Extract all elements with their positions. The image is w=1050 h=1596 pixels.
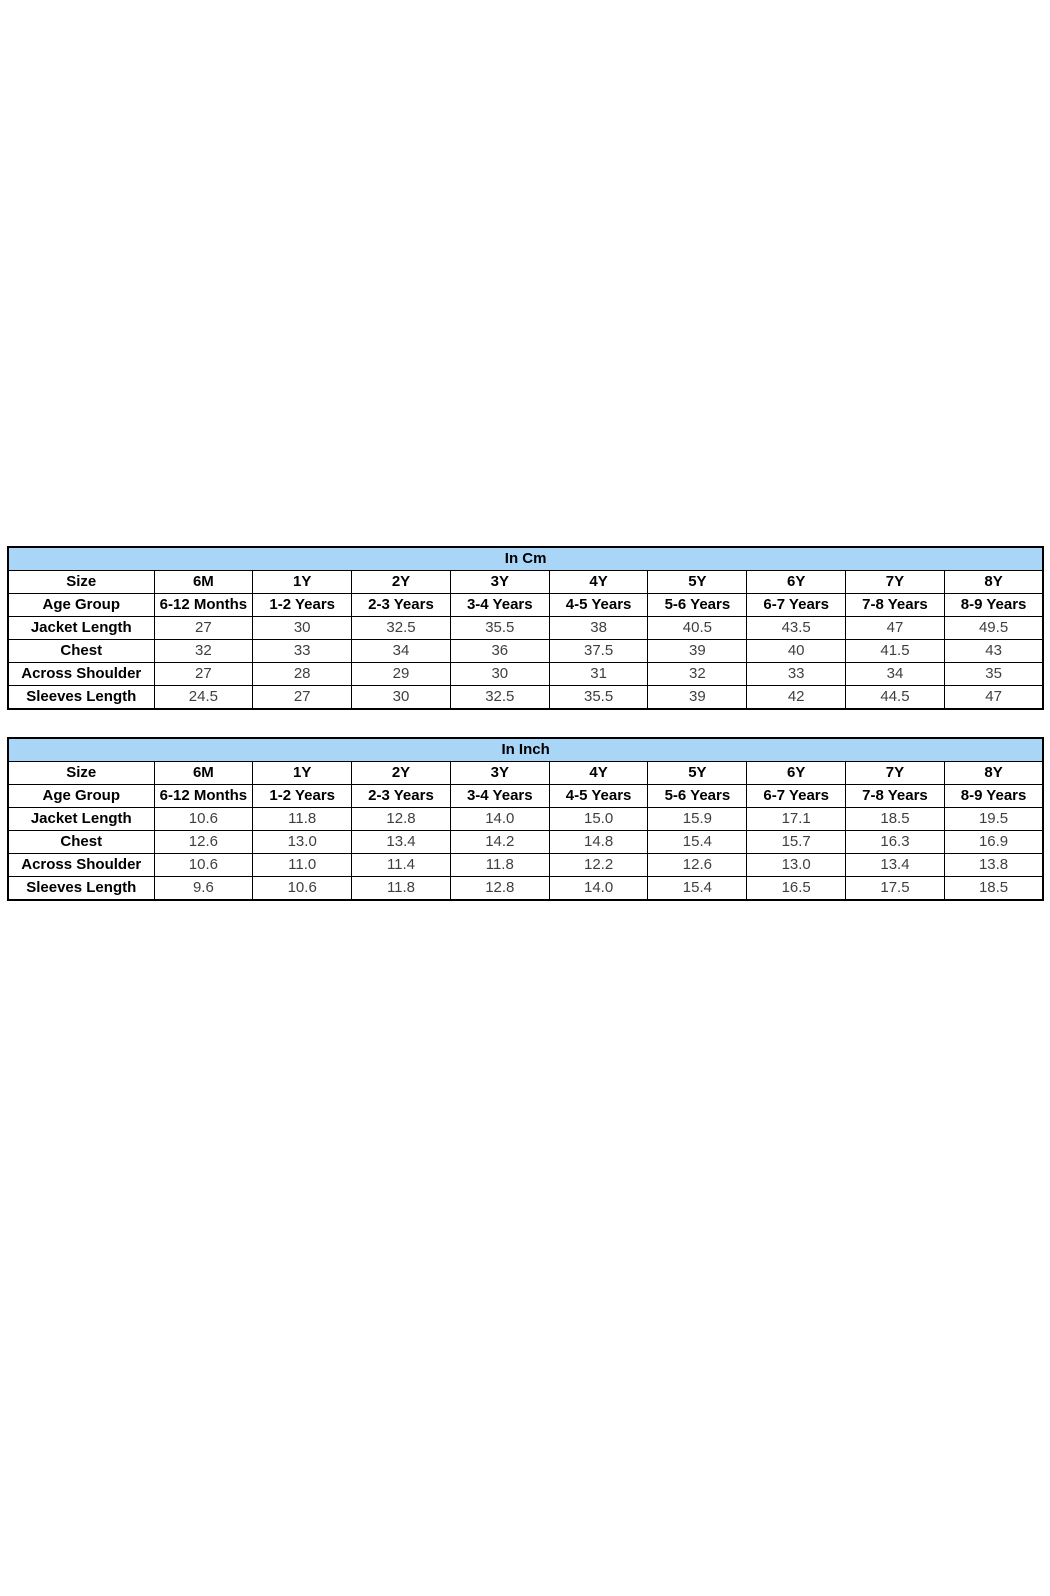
measurement-value: 9.6 [154, 877, 253, 901]
measurement-row [8, 640, 1043, 663]
size-row-label: Size [8, 571, 154, 594]
measurement-label: Sleeves Length [8, 877, 154, 901]
age-range: 5-6 Years [648, 594, 747, 617]
age-range: 6-7 Years [747, 594, 846, 617]
measurement-value: 38 [549, 617, 648, 640]
measurement-value: 40 [747, 640, 846, 663]
measurement-value: 12.6 [154, 831, 253, 854]
measurement-value: 34 [352, 640, 451, 663]
measurement-label: Sleeves Length [8, 686, 154, 710]
age-range: 8-9 Years [944, 594, 1043, 617]
table-title: In Inch [8, 738, 1043, 762]
size-code: 2Y [352, 571, 451, 594]
size-table-inch [7, 737, 1044, 901]
measurement-value: 41.5 [846, 640, 945, 663]
measurement-value: 13.0 [747, 854, 846, 877]
measurement-value: 14.2 [450, 831, 549, 854]
measurement-value: 11.8 [450, 854, 549, 877]
size-code: 8Y [944, 571, 1043, 594]
measurement-row [8, 663, 1043, 686]
measurement-value: 16.3 [846, 831, 945, 854]
measurement-row [8, 831, 1043, 854]
measurement-value: 11.8 [352, 877, 451, 901]
size-code: 4Y [549, 571, 648, 594]
measurement-value: 47 [944, 686, 1043, 710]
age-range: 6-7 Years [747, 785, 846, 808]
measurement-value: 42 [747, 686, 846, 710]
measurement-value: 33 [253, 640, 352, 663]
measurement-label: Chest [8, 831, 154, 854]
age-row-label: Age Group [8, 785, 154, 808]
measurement-row [8, 854, 1043, 877]
measurement-value: 30 [253, 617, 352, 640]
measurement-value: 13.8 [944, 854, 1043, 877]
age-range: 2-3 Years [352, 785, 451, 808]
measurement-value: 15.7 [747, 831, 846, 854]
table-title-row [8, 738, 1043, 762]
measurement-value: 18.5 [846, 808, 945, 831]
measurement-value: 12.8 [450, 877, 549, 901]
age-range: 8-9 Years [944, 785, 1043, 808]
measurement-row [8, 617, 1043, 640]
size-code: 4Y [549, 762, 648, 785]
size-table-cm-wrap [7, 546, 1042, 710]
measurement-value: 43.5 [747, 617, 846, 640]
measurement-value: 34 [846, 663, 945, 686]
measurement-value: 12.2 [549, 854, 648, 877]
measurement-value: 31 [549, 663, 648, 686]
age-range: 1-2 Years [253, 785, 352, 808]
age-range: 2-3 Years [352, 594, 451, 617]
measurement-value: 13.4 [352, 831, 451, 854]
measurement-value: 18.5 [944, 877, 1043, 901]
measurement-row [8, 686, 1043, 710]
measurement-value: 36 [450, 640, 549, 663]
measurement-value: 27 [154, 617, 253, 640]
measurement-value: 14.0 [450, 808, 549, 831]
measurement-value: 13.0 [253, 831, 352, 854]
measurement-value: 10.6 [253, 877, 352, 901]
size-code: 3Y [450, 762, 549, 785]
age-range: 4-5 Years [549, 594, 648, 617]
measurement-value: 10.6 [154, 808, 253, 831]
size-row-label: Size [8, 762, 154, 785]
measurement-value: 13.4 [846, 854, 945, 877]
size-code: 3Y [450, 571, 549, 594]
age-row-label: Age Group [8, 594, 154, 617]
size-row [8, 762, 1043, 785]
measurement-row [8, 808, 1043, 831]
measurement-value: 16.5 [747, 877, 846, 901]
size-row [8, 571, 1043, 594]
size-code: 6M [154, 762, 253, 785]
measurement-value: 32.5 [450, 686, 549, 710]
measurement-value: 37.5 [549, 640, 648, 663]
measurement-value: 29 [352, 663, 451, 686]
measurement-value: 49.5 [944, 617, 1043, 640]
size-table-inch-wrap [7, 737, 1042, 901]
size-code: 6Y [747, 571, 846, 594]
size-table-cm [7, 546, 1044, 710]
measurement-value: 44.5 [846, 686, 945, 710]
measurement-row [8, 877, 1043, 901]
size-code: 2Y [352, 762, 451, 785]
measurement-value: 32.5 [352, 617, 451, 640]
age-range: 6-12 Months [154, 785, 253, 808]
age-range: 6-12 Months [154, 594, 253, 617]
measurement-value: 15.4 [648, 877, 747, 901]
size-code: 6Y [747, 762, 846, 785]
measurement-value: 14.8 [549, 831, 648, 854]
age-range: 7-8 Years [846, 594, 945, 617]
measurement-value: 10.6 [154, 854, 253, 877]
size-code: 1Y [253, 762, 352, 785]
measurement-value: 39 [648, 640, 747, 663]
measurement-value: 35.5 [450, 617, 549, 640]
measurement-value: 30 [450, 663, 549, 686]
table-title-row [8, 547, 1043, 571]
measurement-value: 43 [944, 640, 1043, 663]
age-range: 3-4 Years [450, 594, 549, 617]
size-code: 6M [154, 571, 253, 594]
measurement-label: Jacket Length [8, 617, 154, 640]
measurement-value: 12.6 [648, 854, 747, 877]
measurement-value: 27 [154, 663, 253, 686]
measurement-value: 17.5 [846, 877, 945, 901]
measurement-value: 15.0 [549, 808, 648, 831]
measurement-label: Across Shoulder [8, 663, 154, 686]
age-range: 7-8 Years [846, 785, 945, 808]
measurement-value: 15.4 [648, 831, 747, 854]
size-code: 7Y [846, 571, 945, 594]
measurement-value: 24.5 [154, 686, 253, 710]
measurement-value: 12.8 [352, 808, 451, 831]
measurement-label: Chest [8, 640, 154, 663]
size-code: 5Y [648, 762, 747, 785]
measurement-value: 35 [944, 663, 1043, 686]
measurement-value: 39 [648, 686, 747, 710]
measurement-value: 15.9 [648, 808, 747, 831]
age-group-row [8, 594, 1043, 617]
measurement-value: 11.0 [253, 854, 352, 877]
measurement-label: Jacket Length [8, 808, 154, 831]
measurement-value: 40.5 [648, 617, 747, 640]
measurement-value: 47 [846, 617, 945, 640]
measurement-value: 28 [253, 663, 352, 686]
measurement-value: 14.0 [549, 877, 648, 901]
size-code: 7Y [846, 762, 945, 785]
measurement-label: Across Shoulder [8, 854, 154, 877]
age-group-row [8, 785, 1043, 808]
age-range: 3-4 Years [450, 785, 549, 808]
size-code: 5Y [648, 571, 747, 594]
measurement-value: 11.8 [253, 808, 352, 831]
table-title: In Cm [8, 547, 1043, 571]
measurement-value: 27 [253, 686, 352, 710]
age-range: 4-5 Years [549, 785, 648, 808]
measurement-value: 30 [352, 686, 451, 710]
measurement-value: 33 [747, 663, 846, 686]
measurement-value: 19.5 [944, 808, 1043, 831]
measurement-value: 35.5 [549, 686, 648, 710]
measurement-value: 11.4 [352, 854, 451, 877]
measurement-value: 16.9 [944, 831, 1043, 854]
measurement-value: 32 [648, 663, 747, 686]
measurement-value: 32 [154, 640, 253, 663]
age-range: 5-6 Years [648, 785, 747, 808]
size-code: 1Y [253, 571, 352, 594]
size-code: 8Y [944, 762, 1043, 785]
measurement-value: 17.1 [747, 808, 846, 831]
age-range: 1-2 Years [253, 594, 352, 617]
